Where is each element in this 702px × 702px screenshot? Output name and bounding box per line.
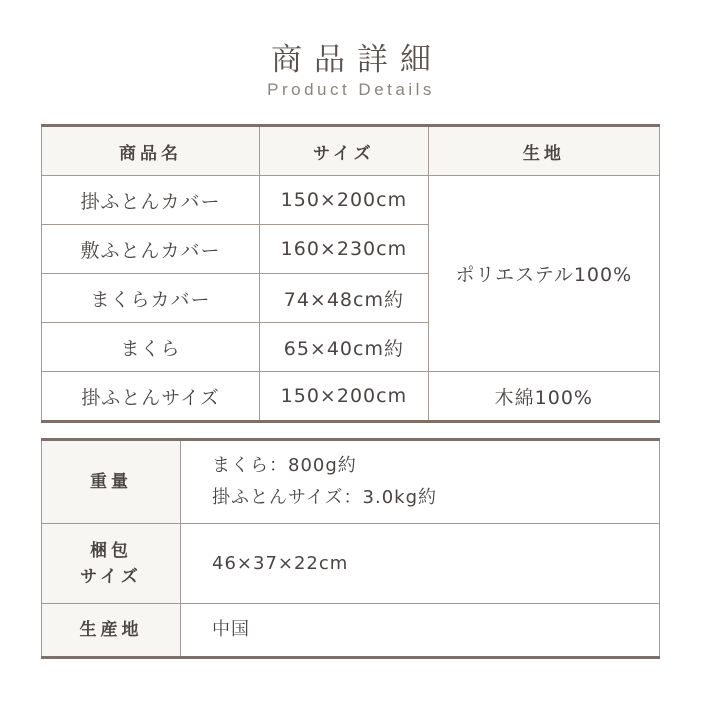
fabric-cell-polyester: ポリエステル100% [428,176,659,372]
spec-table-header-row [42,126,660,176]
product-name-cell: 敷ふとんカバー [42,225,260,274]
package-label-line1: 梱包 [90,540,132,561]
weight-comforter: 掛ふとんサイズ：3.0kg約 [212,487,438,508]
header-size: サイズ [260,126,429,176]
header-fabric: 生地 [428,126,659,176]
package-size-value: 46×37×22cm [181,524,660,604]
product-name-cell: まくらカバー [42,274,260,323]
origin-label: 生産地 [42,604,181,658]
origin-row [42,604,660,658]
package-size-row [42,524,660,604]
product-name-cell: まくら [42,323,260,372]
weight-label: 重量 [42,440,181,524]
info-table [41,438,660,659]
weight-pillow: まくら：800g約 [212,455,357,476]
product-name-cell: 掛ふとんサイズ [42,372,260,422]
spec-table [41,124,660,423]
size-cell: 65×40cm約 [260,323,429,372]
product-name-cell: 掛ふとんカバー [42,176,260,225]
origin-value: 中国 [181,604,660,658]
package-size-label [42,524,181,604]
package-label-line2: サイズ [80,566,142,587]
page-title: 商品詳細 [271,42,443,78]
table-row [42,372,660,422]
size-cell: 150×200cm [260,176,429,225]
size-cell: 160×230cm [260,225,429,274]
header-product-name: 商品名 [42,126,260,176]
weight-value [181,440,660,524]
weight-row [42,440,660,524]
size-cell: 150×200cm [260,372,429,422]
table-row [42,176,660,225]
size-cell: 74×48cm約 [260,274,429,323]
page-subtitle: Product Details [267,80,435,99]
fabric-cell-cotton: 木綿100% [428,372,659,422]
